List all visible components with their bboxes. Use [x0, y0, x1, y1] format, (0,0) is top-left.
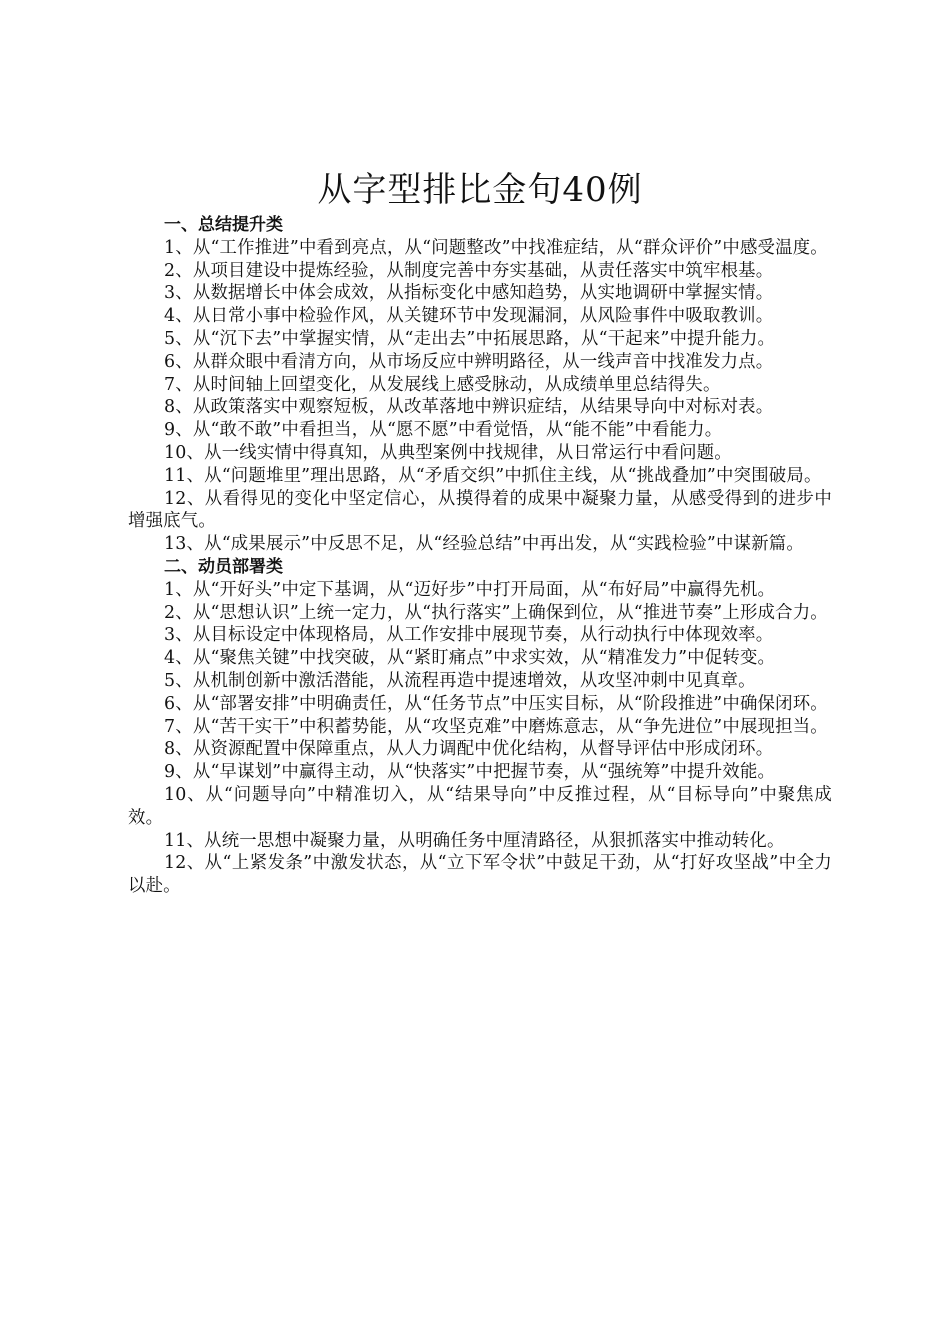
list-item: 7、从时间轴上回望变化，从发展线上感受脉动，从成绩单里总结得失。 [164, 374, 721, 395]
list-item: 7、从“苦干实干”中积蓄势能，从“攻坚克难”中磨炼意志，从“争先进位”中展现担当。 [164, 716, 828, 737]
list-item: 4、从日常小事中检验作风，从关键环节中发现漏洞，从风险事件中吸取教训。 [164, 306, 774, 327]
list-item: 5、从“沉下去”中掌握实情，从“走出去”中拓展思路，从“干起来”中提升能力。 [164, 328, 776, 349]
list-item: 10、从一线实情中得真知，从典型案例中找规律，从日常运行中看问题。 [164, 442, 732, 463]
list-item: 11、从“问题堆里”理出思路，从“矛盾交织”中抓住主线，从“挑战叠加”中突围破局。 [164, 465, 822, 486]
document-page [128, 166, 832, 898]
list-item: 6、从“部署安排”中明确责任，从“任务节点”中压实目标，从“阶段推进”中确保闭环。 [164, 693, 828, 714]
list-item: 12、从“上紧发条”中激发状态，从“立下军令状”中鼓足干劲，从“打好攻坚战”中全力以赴。 [128, 853, 832, 897]
section-heading-summary: 一、总结提升类 [164, 215, 283, 235]
list-item: 2、从“思想认识”上统一定力，从“执行落实”上确保到位，从“推进节奏”上形成合力。 [164, 602, 828, 623]
list-item: 6、从群众眼中看清方向，从市场反应中辨明路径，从一线声音中找准发力点。 [164, 351, 774, 372]
list-item: 5、从机制创新中激活潜能，从流程再造中提速增效，从攻坚冲刺中见真章。 [164, 670, 756, 691]
list-item: 8、从资源配置中保障重点，从人力调配中优化结构，从督导评估中形成闭环。 [164, 739, 774, 760]
list-item: 13、从“成果展示”中反思不足，从“经验总结”中再出发，从“实践检验”中谋新篇。 [164, 534, 804, 555]
list-item: 2、从项目建设中提炼经验，从制度完善中夯实基础，从责任落实中筑牢根基。 [164, 260, 774, 281]
list-item: 9、从“敢不敢”中看担当，从“愿不愿”中看觉悟，从“能不能”中看能力。 [164, 420, 723, 441]
list-item: 3、从目标设定中体现格局，从工作安排中展现节奏，从行动执行中体现效率。 [164, 625, 774, 646]
list-item: 4、从“聚焦关键”中找突破，从“紧盯痛点”中求实效，从“精准发力”中促转变。 [164, 648, 776, 669]
list-item: 8、从政策落实中观察短板，从改革落地中辨识症结，从结果导向中对标对表。 [164, 397, 774, 418]
list-item: 12、从看得见的变化中坚定信心，从摸得着的成果中凝聚力量，从感受得到的进步中增强底气。 [128, 488, 832, 532]
list-item: 11、从统一思想中凝聚力量，从明确任务中厘清路径，从狠抓落实中推动转化。 [164, 830, 785, 851]
list-item: 1、从“开好头”中定下基调，从“迈好步”中打开局面，从“布好局”中赢得先机。 [164, 579, 776, 600]
section-heading-mobilization: 二、动员部署类 [164, 556, 283, 577]
document-title: 从字型排比金句40例 [317, 170, 643, 210]
list-item: 9、从“早谋划”中赢得主动，从“快落实”中把握节奏，从“强统筹”中提升效能。 [164, 762, 776, 783]
list-item: 3、从数据增长中体会成效，从指标变化中感知趋势，从实地调研中掌握实情。 [164, 283, 774, 304]
list-item: 10、从“问题导向”中精准切入，从“结果导向”中反推过程，从“目标导向”中聚焦成效。 [128, 784, 832, 828]
list-item: 1、从“工作推进”中看到亮点，从“问题整改”中找准症结，从“群众评价”中感受温度。 [164, 237, 828, 258]
